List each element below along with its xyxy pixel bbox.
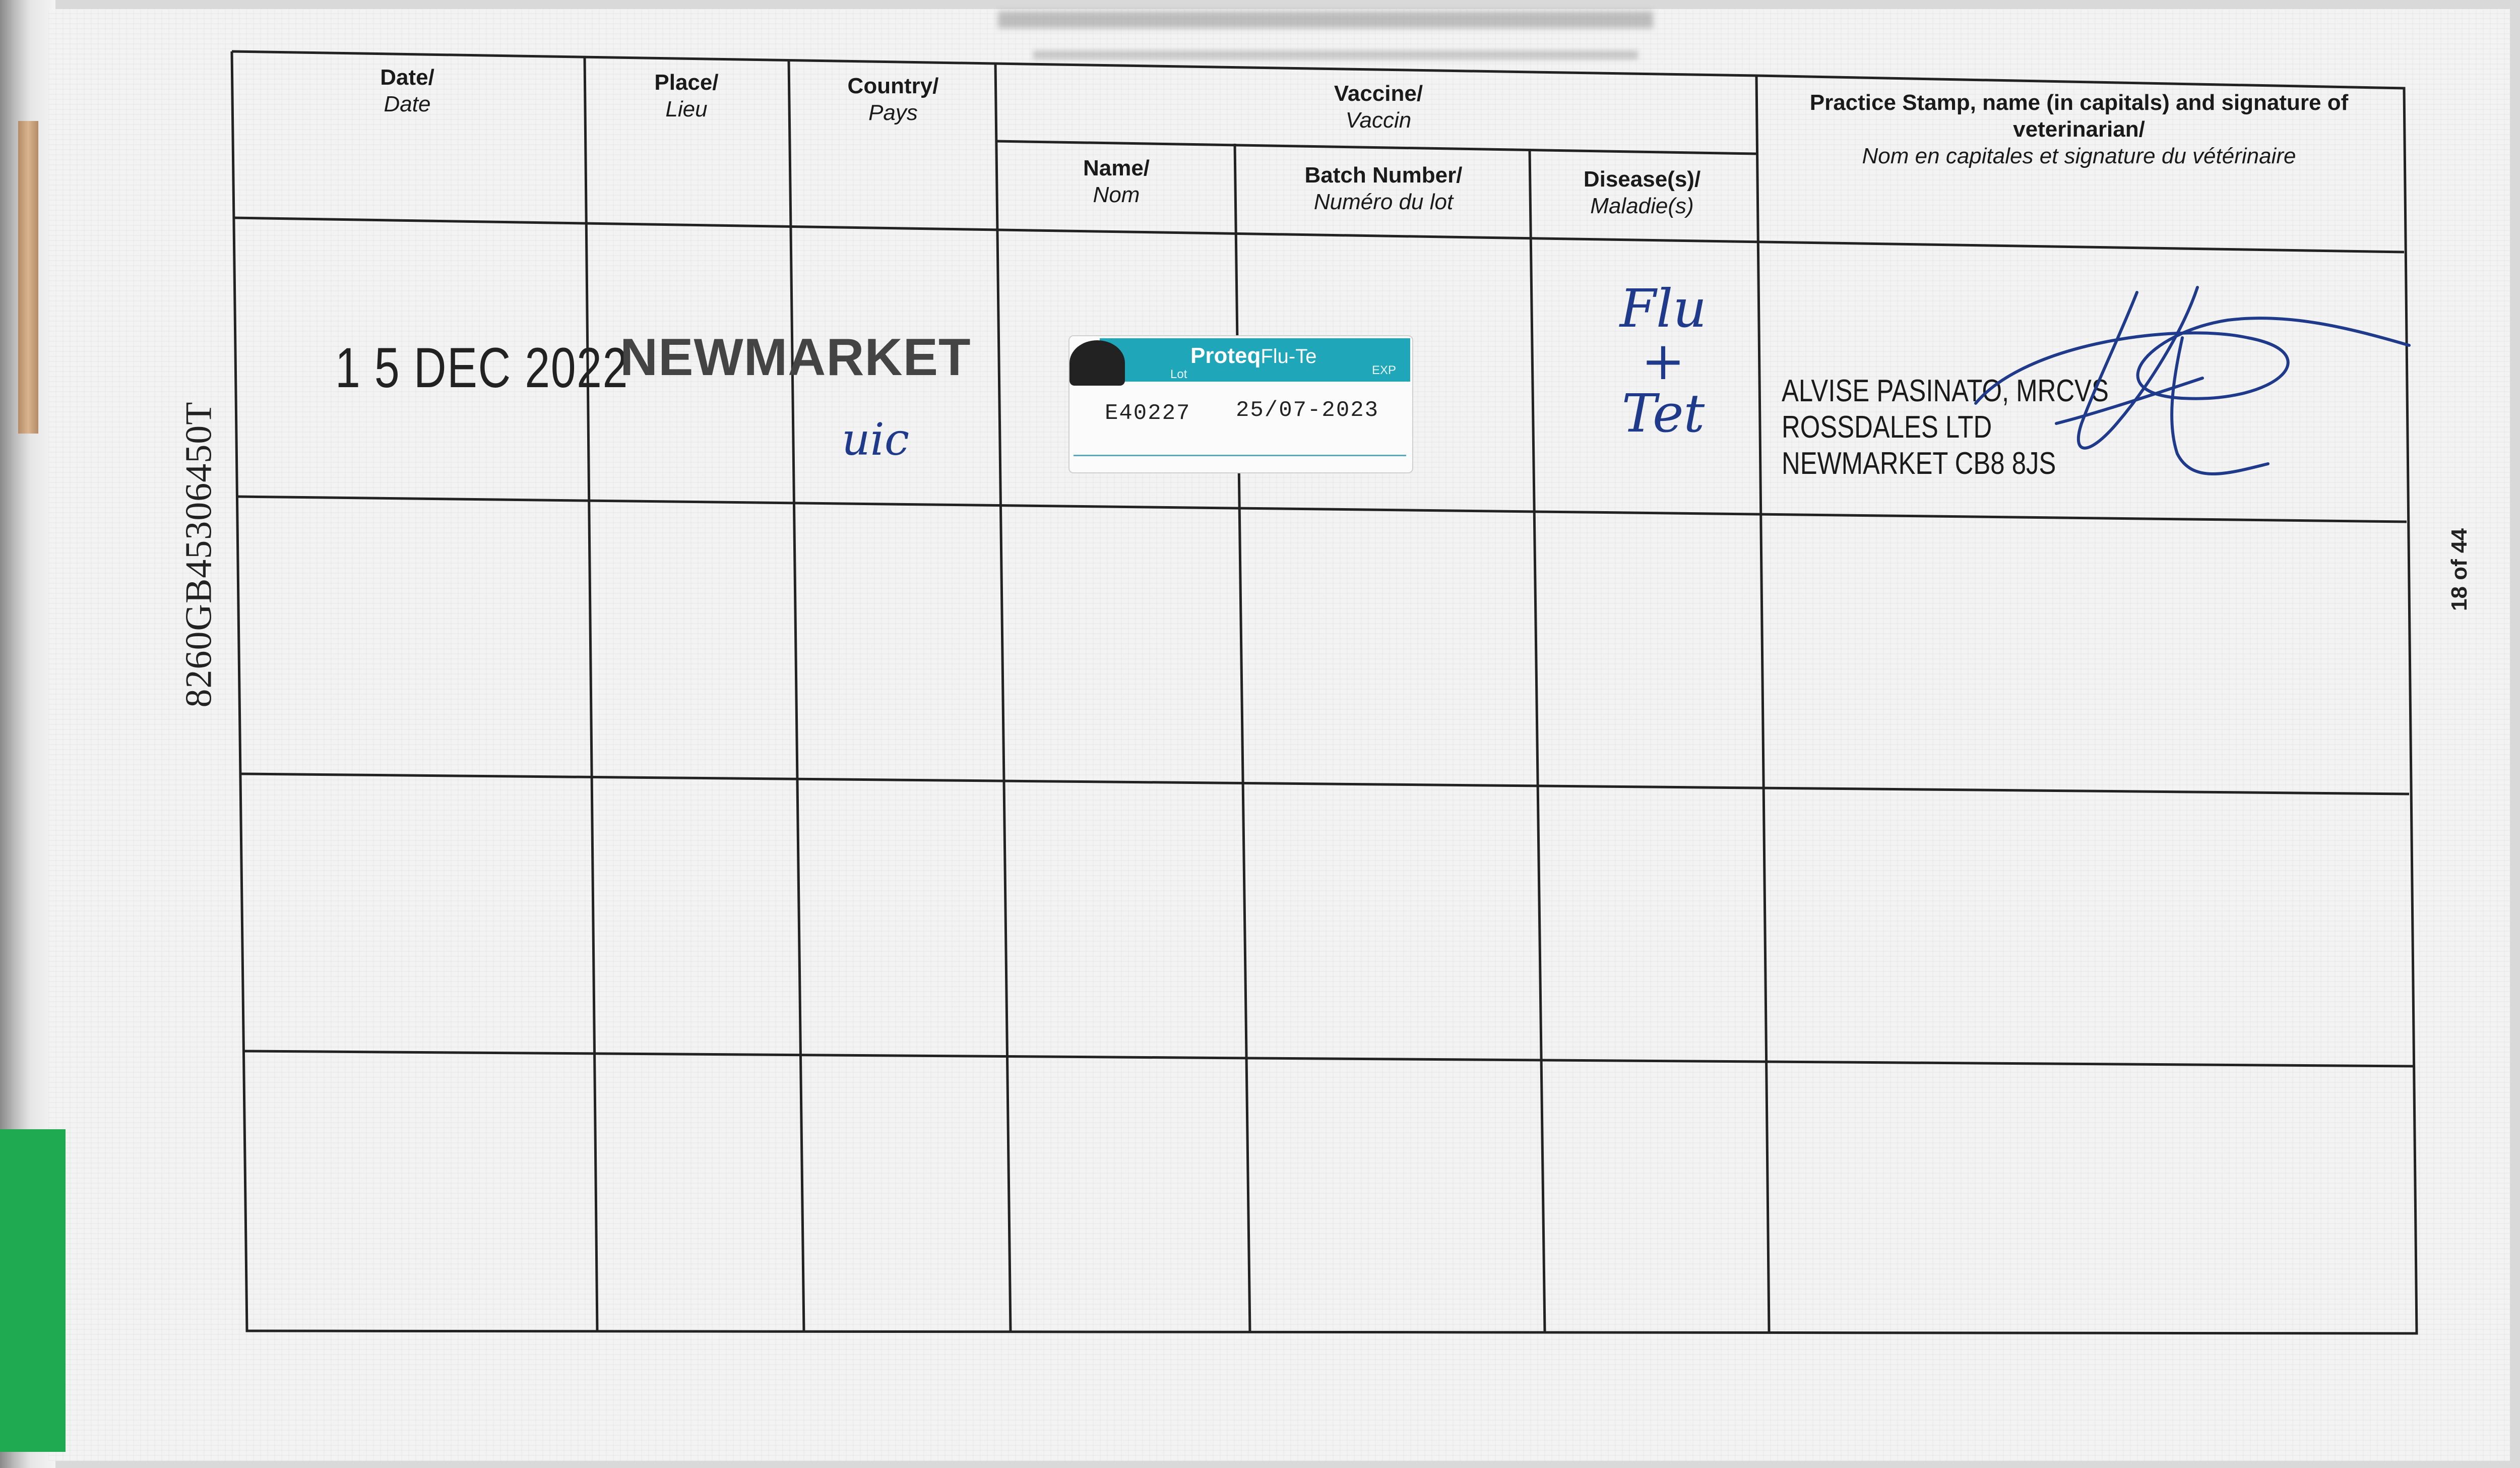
header-stamp-fr: Nom en capitales et signature du vétérinaire xyxy=(1862,143,2296,168)
header-country-fr: Pays xyxy=(868,100,918,125)
header-stamp-en-1: Practice Stamp, name (in capitals) and signature of xyxy=(1809,90,2349,115)
sticker-batch-number: E40227 xyxy=(1105,401,1191,426)
header-name-fr: Nom xyxy=(1093,182,1140,207)
header-batch-fr: Numéro du lot xyxy=(1313,189,1454,214)
sticker-exp-label: EXP xyxy=(1372,363,1397,377)
sticker-brand-name: Proteq xyxy=(1190,343,1261,368)
header-disease xyxy=(1584,166,1700,220)
row-3-line xyxy=(244,1051,2413,1066)
entry-country-handwritten: uic xyxy=(842,413,910,465)
vaccine-subheader-line xyxy=(995,141,1756,154)
vet-signature xyxy=(1966,272,2419,494)
entry-date-stamp: 1 5 DEC 2022 xyxy=(335,336,629,399)
header-place xyxy=(654,70,718,123)
header-practice-stamp xyxy=(1772,90,2386,169)
header-disease-fr: Maladie(s) xyxy=(1590,193,1694,218)
header-place-en: Place/ xyxy=(654,70,719,95)
row-1-line xyxy=(237,497,2407,522)
entry-place-stamp: NEWMARKET xyxy=(620,328,971,387)
vet-address: NEWMARKET CB8 8JS xyxy=(1782,446,2056,481)
col-batch-disease xyxy=(1530,149,1545,1332)
col-country-vaccine xyxy=(995,63,1011,1332)
header-vaccine-en: Vaccine/ xyxy=(1334,81,1423,106)
entry-disease-handwritten xyxy=(1578,278,1749,444)
vet-name: ALVISE PASINATO, MRCVS xyxy=(1782,374,2109,408)
row-2-line xyxy=(241,774,2409,794)
sticker-product: Flu-Te xyxy=(1261,345,1317,368)
col-name-batch xyxy=(1235,144,1250,1332)
header-date-fr: Date xyxy=(384,91,431,116)
header-stamp-en-2: veterinarian/ xyxy=(2013,116,2145,142)
header-bottom-line xyxy=(233,218,2404,252)
sticker-underline xyxy=(1074,455,1406,456)
col-disease-stamp xyxy=(1756,76,1769,1332)
header-vaccine-fr: Vaccin xyxy=(1345,107,1412,133)
header-country-en: Country/ xyxy=(847,74,939,98)
header-name-en: Name/ xyxy=(1083,156,1150,180)
disease-line-plus: + xyxy=(1641,330,1685,392)
table-outer-frame xyxy=(232,51,2417,1333)
header-batch-en: Batch Number/ xyxy=(1304,163,1463,188)
header-vaccine xyxy=(1334,81,1423,134)
col-place-country xyxy=(789,59,804,1332)
header-country xyxy=(848,73,939,127)
disease-line-tet: Tet xyxy=(1621,383,1705,444)
header-date xyxy=(380,65,434,118)
header-name xyxy=(1083,155,1150,209)
sticker-expiry-date: 25/07-2023 xyxy=(1236,398,1379,423)
side-serial-number: 8260GB45306450T xyxy=(178,401,220,708)
col-date-place xyxy=(585,56,597,1332)
header-batch xyxy=(1305,162,1463,216)
header-disease-en: Disease(s)/ xyxy=(1583,167,1701,192)
disease-line-flu: Flu xyxy=(1619,278,1707,339)
sticker-brand xyxy=(1190,343,1317,369)
page-number: 18 of 44 xyxy=(2447,528,2472,611)
vet-practice: ROSSDALES LTD xyxy=(1782,409,1992,445)
header-place-fr: Lieu xyxy=(665,96,708,121)
sticker-lot-label: Lot xyxy=(1170,368,1187,381)
vaccine-sticker xyxy=(1068,335,1413,473)
horse-logo-icon xyxy=(1069,340,1125,386)
header-date-en: Date/ xyxy=(380,65,434,90)
